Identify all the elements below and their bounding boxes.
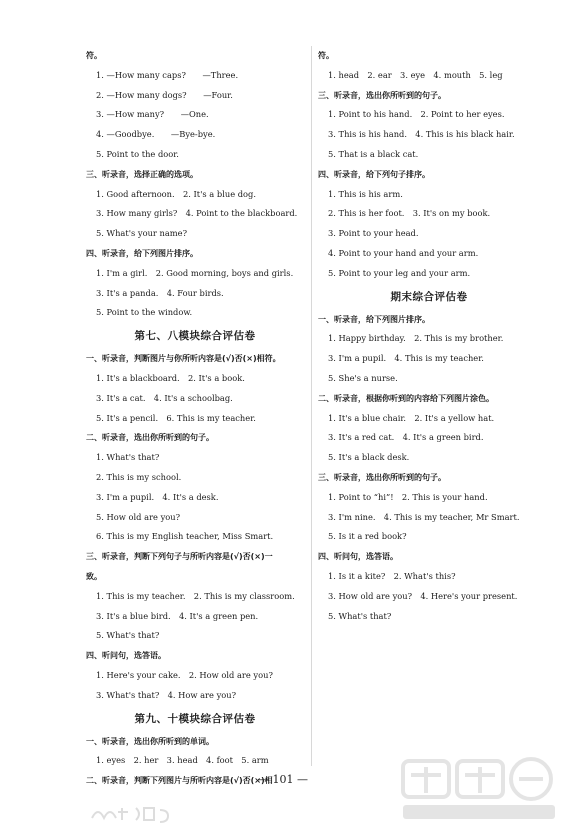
column-divider xyxy=(311,46,312,766)
left-answer-line: 5. What's your name? xyxy=(96,228,188,239)
right-answer-line: 1. head 2. ear 3. eye 4. mouth 5. leg xyxy=(328,69,503,80)
watermark-logo-icon xyxy=(395,755,563,825)
left-question-heading: 符。 xyxy=(86,51,102,60)
left-answer-line: 1. This is my teacher. 2. This is my classroom. xyxy=(96,590,295,601)
right-section-title: 期末综合评估卷 xyxy=(390,290,468,303)
right-answer-line: 5. What's that? xyxy=(328,610,392,621)
left-answer-line: 5. What's that? xyxy=(96,630,160,641)
left-answer-line: 1. What's that? xyxy=(96,452,160,463)
right-question-heading: 四、听录音，给下列句子排序。 xyxy=(318,169,430,179)
left-answer-line: 3. It's a cat. 4. It's a schoolbag. xyxy=(96,392,233,403)
left-answer-line: 1. It's a blackboard. 2. It's a book. xyxy=(96,372,245,383)
left-section-title: 第七、八模块综合评估卷 xyxy=(134,330,256,343)
left-answer-line: 3. —How many? —One. xyxy=(96,109,209,120)
left-answer-line: 1. —How many caps? —Three. xyxy=(96,69,239,80)
left-question-heading: 二、听录音，判断下列图片与所听内容是(√)否(×)相 xyxy=(86,776,273,786)
right-answer-line: 1. It's a blue chair. 2. It's a yellow hat. xyxy=(328,412,495,423)
left-answer-line: 5. How old are you? xyxy=(96,511,181,522)
right-question-heading: 三、听录音，选出你所听到的句子。 xyxy=(318,472,446,482)
right-answer-line: 1. This is his arm. xyxy=(328,188,403,199)
left-question-heading: 三、听录音，判断下列句子与所听内容是(√)否(×)一 xyxy=(86,552,273,562)
right-answer-line: 5. That is a black cat. xyxy=(328,148,419,159)
left-answer-line: 5. It's a pencil. 6. This is my teacher. xyxy=(96,412,256,423)
right-answer-line: 3. It's a red cat. 4. It's a green bird. xyxy=(328,432,484,443)
right-answer-line: 1. Happy birthday. 2. This is my brother. xyxy=(328,333,504,344)
left-answer-line: 1. I'm a girl. 2. Good morning, boys and girls. xyxy=(96,267,294,278)
left-answer-line: 6. This is my English teacher, Miss Smart. xyxy=(96,531,274,542)
left-question-heading: 致。 xyxy=(86,571,102,581)
right-question-heading: 一、听录音，给下列图片排序。 xyxy=(318,314,430,324)
left-answer-line: 2. This is my school. xyxy=(96,471,182,482)
left-answer-line: 3. It's a blue bird. 4. It's a green pen. xyxy=(96,610,259,621)
right-answer-line: 5. It's a black desk. xyxy=(328,452,410,463)
left-question-heading: 一、听录音，选出你所听到的单词。 xyxy=(86,736,214,746)
left-question-heading: 四、听录音，给下列图片排序。 xyxy=(86,248,198,258)
left-answer-line: 5. Point to the door. xyxy=(96,148,179,159)
left-question-heading: 四、听问句，选答语。 xyxy=(86,651,166,661)
right-answer-line: 3. This is his hand. 4. This is his black hair. xyxy=(328,129,515,140)
left-column xyxy=(86,46,304,791)
right-question-heading: 二、听录音，根据你听到的内容给下列图片涂色。 xyxy=(318,393,494,403)
left-answer-line: 3. How many girls? 4. Point to the blackboard. xyxy=(96,208,298,219)
right-question-heading: 四、听问句，选答语。 xyxy=(318,552,398,562)
left-answer-line: 1. Good afternoon. 2. It's a blue dog. xyxy=(96,188,256,199)
left-answer-line: 4. —Goodbye. —Bye-bye. xyxy=(96,129,216,140)
left-answer-line: 3. It's a panda. 4. Four birds. xyxy=(96,287,224,298)
right-question-heading: 三、听录音，选出你所听到的句子。 xyxy=(318,90,446,100)
page-number: — 101 — xyxy=(258,773,308,786)
left-answer-line: 1. Here's your cake. 2. How old are you? xyxy=(96,669,273,680)
right-answer-line: 3. I'm a pupil. 4. This is my teacher. xyxy=(328,353,484,364)
left-answer-line: 2. —How many dogs? —Four. xyxy=(96,89,233,100)
left-answer-line: 5. Point to the window. xyxy=(96,307,193,318)
right-column xyxy=(318,46,540,626)
left-answer-line: 1. eyes 2. her 3. head 4. foot 5. arm xyxy=(96,755,269,766)
faint-stamp-icon xyxy=(88,802,178,824)
right-answer-line: 1. Point to his hand. 2. Point to her eyes. xyxy=(328,109,505,120)
right-answer-line: 1. Point to “hi”! 2. This is your hand. xyxy=(328,491,488,502)
right-answer-line: 2. This is her foot. 3. It's on my book. xyxy=(328,208,491,219)
right-answer-line: 3. I'm nine. 4. This is my teacher, Mr Smart. xyxy=(328,511,520,522)
right-answer-line: 5. Point to your leg and your arm. xyxy=(328,267,471,278)
right-answer-line: 1. Is it a kite? 2. What's this? xyxy=(328,570,456,581)
left-answer-line: 3. I'm a pupil. 4. It's a desk. xyxy=(96,491,219,502)
left-section-title: 第九、十模块综合评估卷 xyxy=(134,712,256,725)
right-answer-line: 5. Is it a red book? xyxy=(328,531,407,542)
right-answer-line: 5. She's a nurse. xyxy=(328,372,398,383)
right-question-heading: 符。 xyxy=(318,51,334,60)
left-question-heading: 一、听录音，判断图片与你所听内容是(√)否(×)相符。 xyxy=(86,354,281,364)
right-answer-line: 4. Point to your hand and your arm. xyxy=(328,247,479,258)
right-answer-line: 3. How old are you? 4. Here's your present. xyxy=(328,590,518,601)
left-question-heading: 三、听录音，选择正确的选项。 xyxy=(86,169,198,179)
left-question-heading: 二、听录音，选出你所听到的句子。 xyxy=(86,433,214,443)
right-answer-line: 3. Point to your head. xyxy=(328,228,419,239)
left-answer-line: 3. What's that? 4. How are you? xyxy=(96,689,237,700)
